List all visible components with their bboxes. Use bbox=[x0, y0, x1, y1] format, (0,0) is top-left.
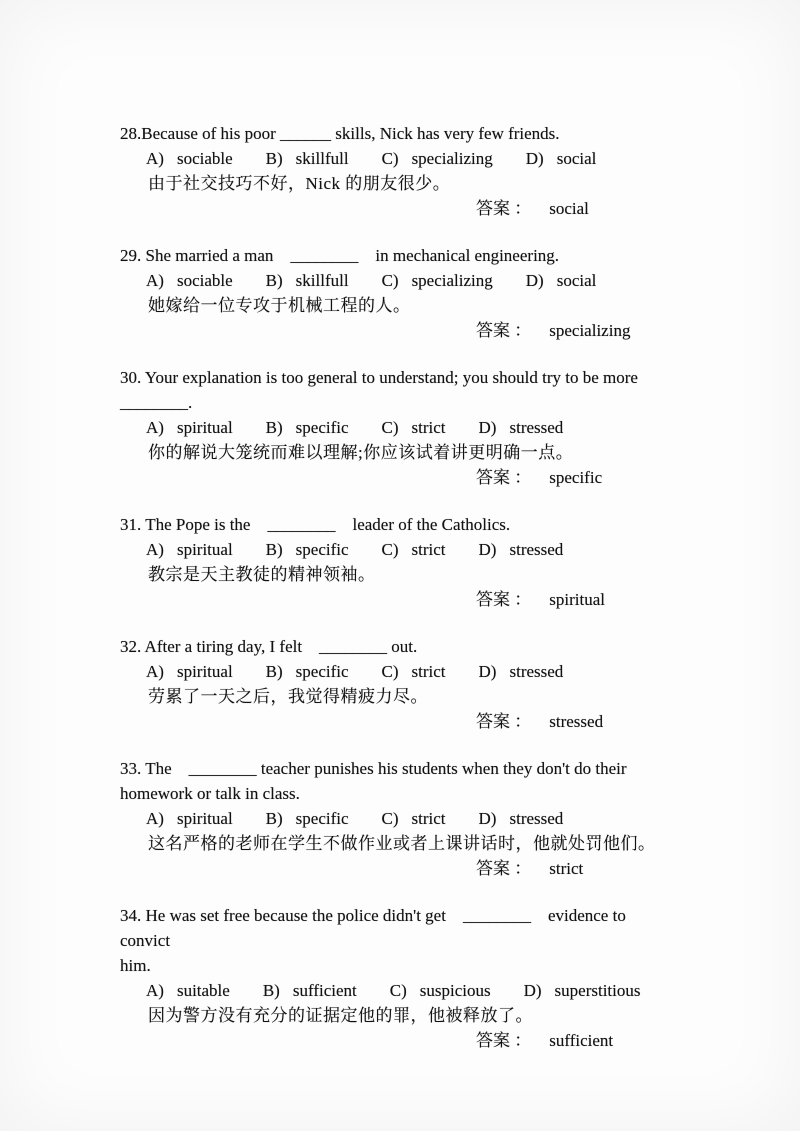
question-block-30 bbox=[120, 365, 670, 490]
question-text: 30. Your explanation is too general to understand; you should try to be more bbox=[120, 368, 638, 387]
option-letter: D) bbox=[525, 149, 544, 168]
options-row bbox=[146, 415, 670, 440]
question-text: 31. The Pope is the ________ leader of the Catholics. bbox=[120, 515, 511, 534]
option-letter: B) bbox=[265, 149, 283, 168]
answer-label: 答案 ： bbox=[476, 859, 532, 878]
option-text: spiritual bbox=[176, 809, 233, 828]
answer-row bbox=[476, 587, 670, 612]
translation-text: 因为警方没有充分的证据定他的罪，他被释放了。 bbox=[148, 1006, 533, 1025]
question-text: 28.Because of his poor ______ skills, Nick has very few friends. bbox=[120, 124, 560, 143]
option-letter: A) bbox=[146, 809, 164, 828]
answer-value: stressed bbox=[549, 712, 604, 731]
option-text: spiritual bbox=[176, 540, 233, 559]
answer-value: sufficient bbox=[549, 1031, 614, 1050]
option-text: skillfull bbox=[295, 149, 349, 168]
answer-row bbox=[476, 856, 670, 881]
translation-text: 她嫁给一位专攻于机械工程的人。 bbox=[148, 296, 411, 315]
option-text: social bbox=[556, 149, 597, 168]
question-text: 33. The ________ teacher punishes his students when they don't do their bbox=[120, 759, 627, 778]
option-letter: A) bbox=[146, 418, 164, 437]
answer-row bbox=[476, 1028, 670, 1053]
translation-text: 你的解说大笼统而难以理解;你应该试着讲更明确一点。 bbox=[148, 443, 574, 462]
option-letter: A) bbox=[146, 540, 164, 559]
question-block-33 bbox=[120, 756, 670, 881]
option-text: stressed bbox=[509, 809, 564, 828]
question-block-31 bbox=[120, 512, 670, 612]
option-letter: C) bbox=[389, 981, 407, 1000]
answer-label: 答案 ： bbox=[476, 199, 532, 218]
question-text: 32. After a tiring day, I felt ________ out. bbox=[120, 637, 418, 656]
option-letter: B) bbox=[265, 418, 283, 437]
option-text: stressed bbox=[509, 418, 564, 437]
translation-text: 由于社交技巧不好，Nick 的朋友很少。 bbox=[148, 174, 451, 193]
answer-row bbox=[476, 709, 670, 734]
answer-label: 答案 ： bbox=[476, 712, 532, 731]
question-block-29 bbox=[120, 243, 670, 343]
answer-label: 答案 ： bbox=[476, 321, 532, 340]
option-letter: B) bbox=[265, 662, 283, 681]
option-letter: D) bbox=[523, 981, 542, 1000]
option-text: sociable bbox=[176, 149, 233, 168]
option-letter: A) bbox=[146, 271, 164, 290]
answer-value: strict bbox=[549, 859, 584, 878]
option-letter: B) bbox=[265, 540, 283, 559]
question-block-28 bbox=[120, 121, 670, 221]
option-letter: D) bbox=[478, 662, 497, 681]
options-row bbox=[146, 146, 670, 171]
option-letter: C) bbox=[381, 809, 399, 828]
option-letter: A) bbox=[146, 149, 164, 168]
option-letter: D) bbox=[525, 271, 544, 290]
question-text-line2: ________. bbox=[120, 393, 193, 412]
answer-row bbox=[476, 318, 670, 343]
option-letter: D) bbox=[478, 540, 497, 559]
option-text: suspicious bbox=[419, 981, 491, 1000]
question-block-32 bbox=[120, 634, 670, 734]
option-letter: C) bbox=[381, 271, 399, 290]
answer-row bbox=[476, 465, 670, 490]
answer-value: specific bbox=[549, 468, 603, 487]
question-text-line2: him. bbox=[120, 956, 151, 975]
question-text: 34. He was set free because the police didn't get ________ evidence to convict bbox=[120, 906, 631, 950]
options-row bbox=[146, 978, 670, 1003]
translation-text: 这名严格的老师在学生不做作业或者上课讲话时，他就处罚他们。 bbox=[148, 834, 656, 853]
option-text: strict bbox=[411, 662, 446, 681]
option-text: spiritual bbox=[176, 418, 233, 437]
option-text: specific bbox=[295, 809, 349, 828]
option-text: suitable bbox=[176, 981, 230, 1000]
option-text: stressed bbox=[509, 662, 564, 681]
option-letter: A) bbox=[146, 662, 164, 681]
option-letter: C) bbox=[381, 540, 399, 559]
option-text: specific bbox=[295, 540, 349, 559]
option-text: strict bbox=[411, 809, 446, 828]
option-letter: C) bbox=[381, 149, 399, 168]
translation-text: 劳累了一天之后，我觉得精疲力尽。 bbox=[148, 687, 428, 706]
answer-value: social bbox=[549, 199, 589, 218]
option-letter: D) bbox=[478, 809, 497, 828]
option-text: specializing bbox=[411, 271, 493, 290]
option-text: specializing bbox=[411, 149, 493, 168]
option-text: social bbox=[556, 271, 597, 290]
option-text: spiritual bbox=[176, 662, 233, 681]
option-letter: C) bbox=[381, 418, 399, 437]
option-text: sufficient bbox=[292, 981, 357, 1000]
question-text: 29. She married a man ________ in mechanical engineering. bbox=[120, 246, 560, 265]
option-text: specific bbox=[295, 418, 349, 437]
question-text-line2: homework or talk in class. bbox=[120, 784, 300, 803]
option-text: specific bbox=[295, 662, 349, 681]
option-text: strict bbox=[411, 418, 446, 437]
answer-value: specializing bbox=[549, 321, 631, 340]
answer-label: 答案 ： bbox=[476, 1031, 532, 1050]
options-row bbox=[146, 537, 670, 562]
option-text: superstitious bbox=[554, 981, 641, 1000]
option-letter: A) bbox=[146, 981, 164, 1000]
option-letter: B) bbox=[265, 809, 283, 828]
options-row bbox=[146, 659, 670, 684]
answer-label: 答案 ： bbox=[476, 590, 532, 609]
question-block-34 bbox=[120, 903, 670, 1053]
option-text: sociable bbox=[176, 271, 233, 290]
answer-row bbox=[476, 196, 670, 221]
option-letter: B) bbox=[265, 271, 283, 290]
answer-value: spiritual bbox=[549, 590, 605, 609]
options-row bbox=[146, 268, 670, 293]
options-row bbox=[146, 806, 670, 831]
option-letter: B) bbox=[262, 981, 280, 1000]
option-text: stressed bbox=[509, 540, 564, 559]
option-text: skillfull bbox=[295, 271, 349, 290]
option-text: strict bbox=[411, 540, 446, 559]
option-letter: C) bbox=[381, 662, 399, 681]
option-letter: D) bbox=[478, 418, 497, 437]
answer-label: 答案 ： bbox=[476, 468, 532, 487]
translation-text: 教宗是天主教徒的精神领袖。 bbox=[148, 565, 376, 584]
